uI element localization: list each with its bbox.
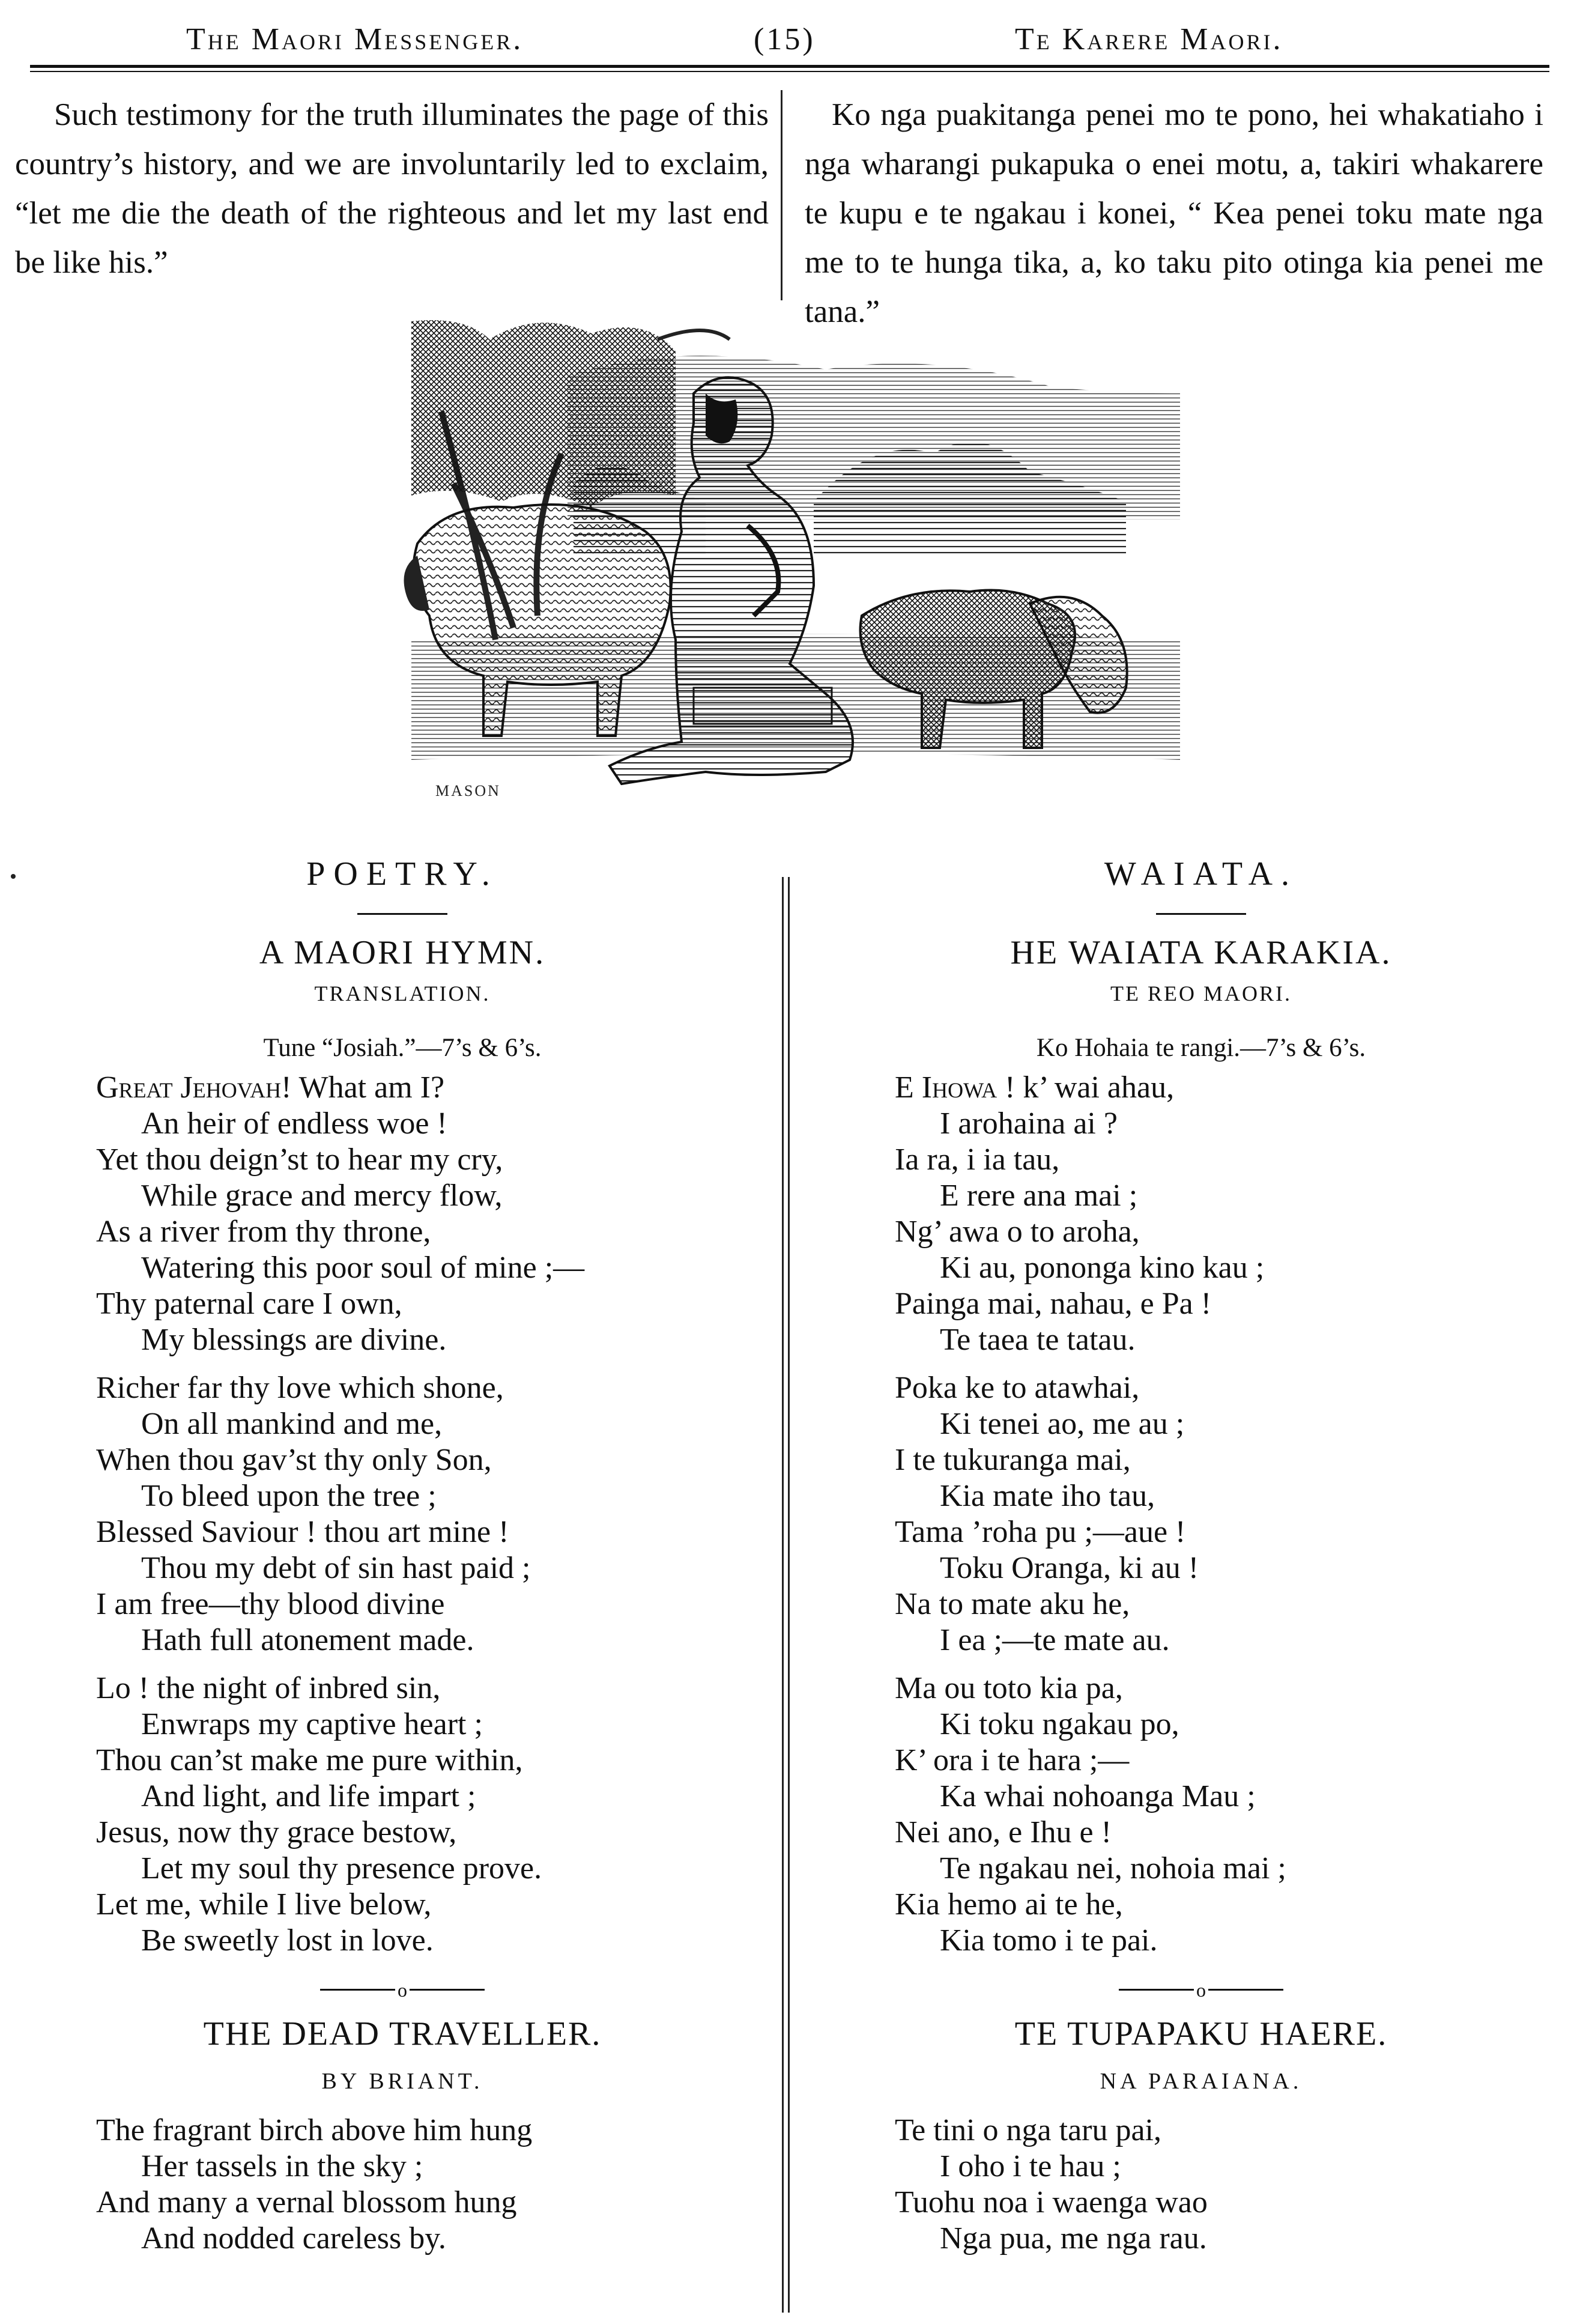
poem-stanza-maori xyxy=(835,2113,1567,2257)
verse-line: And many a vernal blossom hung xyxy=(96,2185,517,2219)
verse-line: Toku Oranga, ki au ! xyxy=(940,1551,1199,1585)
verse-line: I arohaina ai ? xyxy=(940,1106,1118,1141)
header-rule-thin xyxy=(30,71,1549,72)
poem-author-maori: NA PARAIANA. xyxy=(1100,2068,1303,2094)
verse-line: I oho i te hau ; xyxy=(940,2149,1121,2183)
verse-line: Enwraps my captive heart ; xyxy=(141,1707,483,1741)
title-rule xyxy=(1156,913,1246,915)
bird-branch-icon xyxy=(658,330,730,339)
verse-line: Jesus, now thy grace bestow, xyxy=(96,1815,457,1849)
verse-line: As a river from thy throne, xyxy=(96,1215,431,1249)
verse-line: Ma ou toto kia pa, xyxy=(895,1671,1123,1705)
verse-line: Be sweetly lost in love. xyxy=(141,1923,434,1958)
woodcut-illustration xyxy=(393,303,1186,814)
verse-line: While grace and mercy flow, xyxy=(141,1179,503,1213)
poem-title-maori: TE TUPAPAKU HAERE. xyxy=(1014,2015,1388,2052)
column-divider-line-b xyxy=(788,877,790,2313)
stanza-3-english xyxy=(36,1670,769,1959)
verse-line: Ki toku ngakau po, xyxy=(940,1707,1179,1741)
hymn-tune-english: Tune “Josiah.”—7’s & 6’s. xyxy=(263,1034,542,1062)
verse-line: Tuohu noa i waenga wao xyxy=(895,2185,1208,2219)
verse-line: On all mankind and me, xyxy=(141,1407,443,1441)
verse-line: Tama ’roha pu ;—aue ! xyxy=(895,1515,1186,1549)
verse-line: E Ihowa ! k’ wai ahau, xyxy=(895,1070,1175,1105)
verse-line: And light, and life impart ; xyxy=(141,1779,476,1813)
header-title-english: The Maori Messenger. xyxy=(186,22,524,56)
trough-icon xyxy=(694,688,832,724)
verse-line: Kia hemo ai te he, xyxy=(895,1887,1123,1922)
column-maori xyxy=(835,853,1567,2307)
poem-title-english: THE DEAD TRAVELLER. xyxy=(203,2015,602,2052)
hymn-tune-maori: Ko Hohaia te rangi.—7’s & 6’s. xyxy=(1036,1034,1366,1062)
stray-dot xyxy=(11,874,16,879)
hymn-title-maori: HE WAIATA KARAKIA. xyxy=(1010,934,1392,971)
column-divider-top xyxy=(781,90,782,300)
verse-line: Richer far thy love which shone, xyxy=(96,1371,504,1405)
engraver-signature: MASON xyxy=(435,782,501,799)
title-rule xyxy=(357,913,447,915)
verse-line: Ia ra, i ia tau, xyxy=(895,1142,1060,1177)
verse-line: An heir of endless woe ! xyxy=(141,1106,447,1141)
hymn-title-english: A MAORI HYMN. xyxy=(259,934,546,971)
verse-line: I te tukuranga mai, xyxy=(895,1443,1131,1477)
verse-line: Ki au, pononga kino kau ; xyxy=(940,1251,1265,1285)
verse-line: Hath full atonement made. xyxy=(141,1623,474,1657)
section-separator: o xyxy=(835,1977,1567,2001)
verse-line: Poka ke to atawhai, xyxy=(895,1371,1140,1405)
verse-line: I am free—thy blood divine xyxy=(96,1587,445,1621)
verse-line: To bleed upon the tree ; xyxy=(141,1479,437,1513)
intro-paragraph-english xyxy=(15,90,769,287)
hymn-subtitle-english: TRANSLATION. xyxy=(314,981,491,1006)
verse-line: Te taea te tatau. xyxy=(940,1323,1136,1357)
verse-line: Yet thou deign’st to hear my cry, xyxy=(96,1142,503,1177)
verse-line: Thou my debt of sin hast paid ; xyxy=(141,1551,531,1585)
hymn-subtitle-maori: TE REO MAORI. xyxy=(1110,981,1292,1006)
verse-line: Te ngakau nei, nohoia mai ; xyxy=(940,1851,1286,1886)
column-divider-line-a xyxy=(782,877,784,2313)
header-rule-thick xyxy=(30,65,1549,68)
verse-line: K’ ora i te hara ;— xyxy=(895,1743,1130,1777)
verse-line: Ka whai nohoanga Mau ; xyxy=(940,1779,1256,1813)
intro-paragraph-maori xyxy=(805,90,1543,336)
stanza-2-maori xyxy=(835,1370,1567,1658)
verse-line: When thou gav’st thy only Son, xyxy=(96,1443,492,1477)
intro-text-maori: Ko nga puakitanga penei mo te pono, hei whakatiaho i nga wharangi pukapuka o enei motu, a, takiri whakarere te kupu e te ngakau i konei, “ Kea penei toku mate nga me to te hunga tika, a, ko taku pito otinga kia penei me tana.” xyxy=(805,97,1543,329)
stanza-2-english xyxy=(36,1370,769,1658)
section-separator: o xyxy=(36,1977,769,2001)
verse-line: Blessed Saviour ! thou art mine ! xyxy=(96,1515,509,1549)
page-number: (15) xyxy=(754,22,816,56)
verse-line: Te tini o nga taru pai, xyxy=(895,2113,1162,2147)
poem-stanza-english xyxy=(36,2113,769,2257)
verse-line: Painga mai, nahau, e Pa ! xyxy=(895,1287,1212,1321)
stanza-1-english xyxy=(36,1070,769,1358)
verse-line: Thou can’st make me pure within, xyxy=(96,1743,523,1777)
section-title-poetry: POETRY. xyxy=(306,855,498,893)
stanza-3-maori xyxy=(835,1670,1567,1959)
verse-line: Lo ! the night of inbred sin, xyxy=(96,1671,441,1705)
verse-line: Kia mate iho tau, xyxy=(940,1479,1155,1513)
verse-line: The fragrant birch above him hung xyxy=(96,2113,533,2147)
verse-line: Nei ano, e Ihu e ! xyxy=(895,1815,1112,1849)
poem-author-english: BY BRIANT. xyxy=(321,2068,483,2094)
section-title-waiata: WAIATA. xyxy=(1104,855,1298,893)
verse-line: Nga pua, me nga rau. xyxy=(940,2221,1207,2256)
verse-line: Let my soul thy presence prove. xyxy=(141,1851,542,1886)
verse-line: E rere ana mai ; xyxy=(940,1179,1138,1213)
stanza-1-maori xyxy=(835,1070,1567,1358)
verse-line: Her tassels in the sky ; xyxy=(141,2149,423,2183)
verse-line: Thy paternal care I own, xyxy=(96,1287,402,1321)
verse-line: I ea ;—te mate au. xyxy=(940,1623,1170,1657)
verse-line: Ng’ awa o to aroha, xyxy=(895,1215,1140,1249)
verse-line: Watering this poor soul of mine ;— xyxy=(141,1251,585,1285)
verse-line: Kia tomo i te pai. xyxy=(940,1923,1158,1958)
intro-text-english: Such testimony for the truth illuminates the page of this country’s history, and we are involuntarily led to exclaim, “let me die the death of the righteous and let my last end be like his.” xyxy=(15,97,769,280)
verse-line: My blessings are divine. xyxy=(141,1323,447,1357)
verse-line: Ki tenei ao, me au ; xyxy=(940,1407,1185,1441)
column-english xyxy=(36,853,769,2307)
verse-line: Let me, while I live below, xyxy=(96,1887,432,1922)
verse-line: Na to mate aku he, xyxy=(895,1587,1130,1621)
page-header xyxy=(0,0,1580,66)
verse-line: Great Jehovah! What am I? xyxy=(96,1070,445,1105)
verse-line: And nodded careless by. xyxy=(141,2221,446,2256)
tree-foliage-icon xyxy=(411,320,676,508)
header-title-maori: Te Karere Maori. xyxy=(1015,22,1283,56)
